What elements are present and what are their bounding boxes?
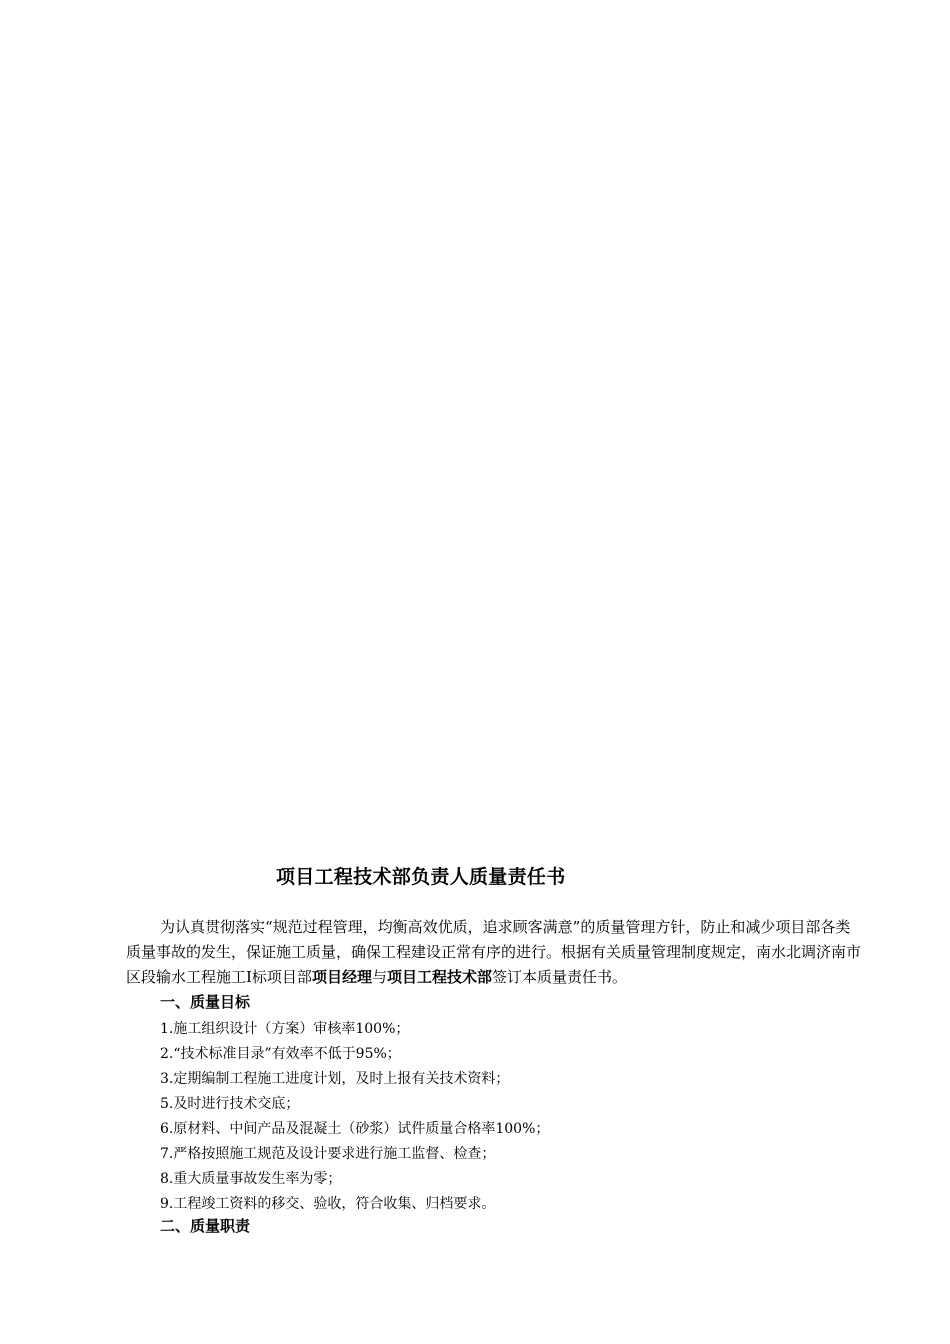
list-item: 1.施工组织设计（方案）审核率100%； <box>160 1021 410 1037</box>
list-item: 7.严格按照施工规范及设计要求进行施工监督、检查； <box>160 1146 496 1162</box>
list-item: 3.定期编制工程施工进度计划，及时上报有关技术资料； <box>160 1071 510 1087</box>
intro-part2: 签订本质量责任书。 <box>491 968 627 986</box>
list-item: 9.工程竣工资料的移交、验收，符合收集、归档要求。 <box>160 1196 496 1212</box>
party-b: 项目工程技术部 <box>386 968 492 986</box>
document-title: 项目工程技术部负责人质量责任书 <box>276 866 566 888</box>
list-item: 5.及时进行技术交底； <box>160 1096 300 1112</box>
intro-text <box>126 915 861 990</box>
list-item: 2.“技术标准目录”有效率不低于95%； <box>160 1046 401 1062</box>
list-item: 8.重大质量事故发生率为零； <box>160 1171 342 1187</box>
intro-connector: 与 <box>371 968 387 986</box>
section-heading-quality-duties: 二、质量职责 <box>160 1217 251 1235</box>
party-a: 项目经理 <box>311 968 372 986</box>
intro-part1: 为认真贯彻落实“规范过程管理，均衡高效优质，追求顾客满意”的质量管理方针，防止和减少项目部各类质量事故的发生，保证施工质量，确保工程建设正常有序的进行。根据有关质量管理制度规定，南水北调济南市区段输水工程施工Ⅰ标项目部 <box>126 918 862 986</box>
section-heading-quality-goals: 一、质量目标 <box>160 993 251 1011</box>
quality-goals-list <box>160 1017 549 1217</box>
intro-paragraph <box>126 915 861 990</box>
list-item: 6.原材料、中间产品及混凝土（砂浆）试件质量合格率100%； <box>160 1121 550 1137</box>
